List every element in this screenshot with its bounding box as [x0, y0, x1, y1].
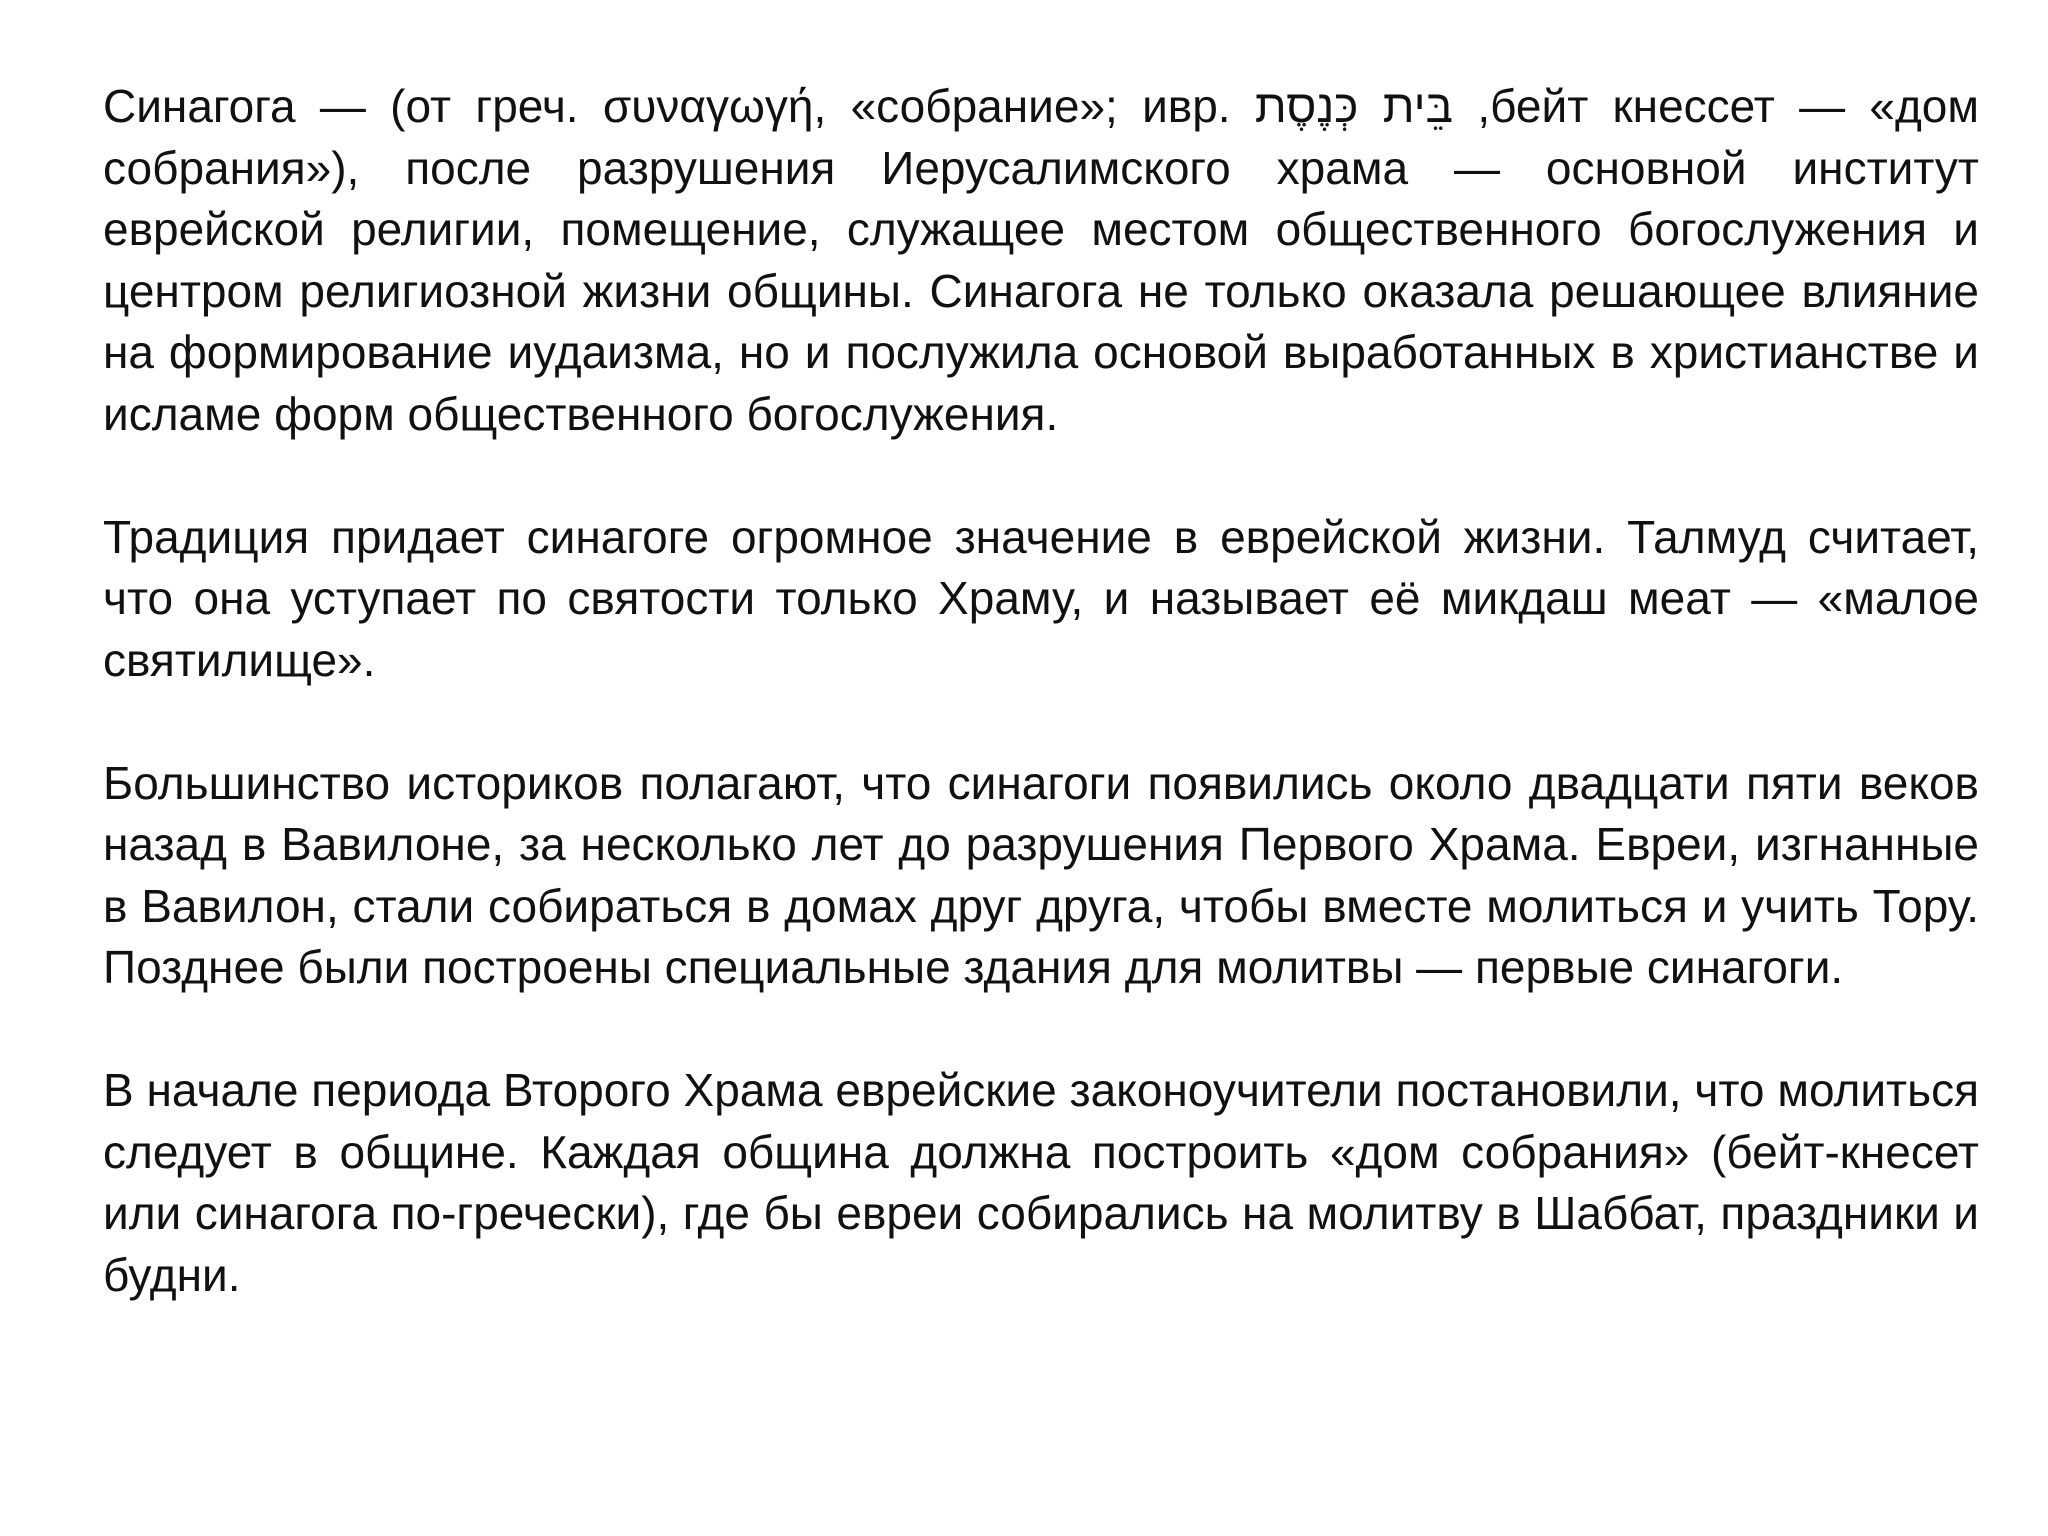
paragraph-origin-history: Большинство историков полагают, что синагоги появились около двадцати пяти веков назад в Вавилоне, за несколько лет до разрушения Первого Храма. Евреи, изгнанные в Вавилон, стали собираться в домах друг друга, чтобы вместе молиться и учить Тору. Позднее были построены специальные здания для молитвы — первые синагоги. [103, 756, 1979, 993]
paragraph-synagogue-definition: Синагога — (от греч. συναγωγή, «собрание»; ивр. ‏בֵּית כְּנֶסֶת‏ ,бейт кнессет — «дом собрания»), после разрушения Иерусалимского храма — основной институт еврейской религии, помещение, служащее местом общественного богослужения и центром религиозной жизни общины. Синагога не только оказала решающее влияние на формирование иудаизма, но и послужила основой выработанных в христианстве и исламе форм общественного богослужения. [103, 80, 1979, 440]
paragraph-tradition: Традиция придает синагоге огромное значение в еврейской жизни. Талмуд считает, что она уступает по святости только Храму, и называет её микдаш меат — «малое святилище». [103, 510, 1979, 686]
document-page [103, 76, 1979, 1306]
paragraph-second-temple: В начале периода Второго Храма еврейские законоучители постановили, что молиться следует в общине. Каждая община должна построить «дом собрания» (бейт-кнесет или синагога по-гречески), где бы евреи собирались на молитву в Шаббат, праздники и будни. [103, 1064, 1979, 1301]
